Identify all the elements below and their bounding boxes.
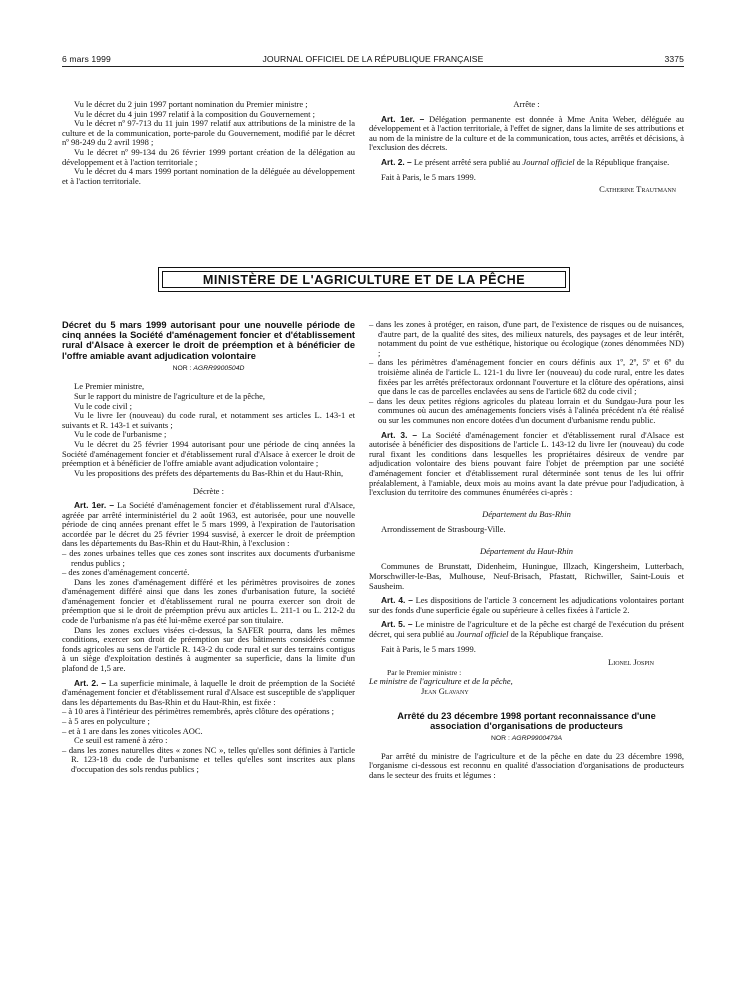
article-5 — [369, 620, 684, 639]
signature: Catherine Trautmann — [599, 184, 676, 195]
nor-label: NOR : — [490, 735, 510, 742]
article-1 — [369, 115, 684, 153]
list-item: – dans les zones naturelles dites « zones NC », telles qu'elles sont définies à l'article R. 123-18 du code de l'urbanisme et telles qu'elles sont inscrites aux plans d'occupation des sols rendus publics ; — [62, 746, 355, 775]
paragraph: Ce seuil est ramené à zéro : — [74, 735, 168, 746]
par-le-premier-ministre: Par le Premier ministre : — [387, 667, 462, 677]
list-item: – et à 1 are dans les zones viticoles AOC. — [62, 727, 355, 737]
article-text: La Société d'aménagement foncier et d'établissement rural d'Alsace, agréée par arrêté interministériel du 2 août 1963, est autorisée, pour une nouvelle période de cinq années prenant effet le 5 mars 1999, à l'expiration de l'autorisation accordée par le décret du 25 février 1994 susvisé, à exercer le droit de préemption dans les départements du Bas-Rhin et du Haut-Rhin, à l'exclusion : — [62, 499, 355, 549]
decree-title: Décret du 5 mars 1999 autorisant pour une nouvelle période de cinq années la Société d'aménagement foncier et d'établissement rural d'Alsace à exercer le droit de préemption et à bénéficier de l'offre amiable avant adjudication volontaire — [62, 320, 355, 361]
list-item: – des zones d'aménagement concerté. — [62, 568, 355, 578]
article-label: Art. 2. – — [74, 677, 107, 688]
article-label: Art. 3. – — [381, 429, 418, 440]
journal-officiel-ref: Journal officiel — [456, 629, 509, 640]
decree-right-column — [369, 320, 684, 780]
list-item: – dans les périmètres d'aménagement foncier en cours définis aux 1º, 2º, 5º et 6º du troisième alinéa de l'article L. 121-1 du livre Ier (nouveau) du code rural, entre les dates fixées par les arrêtés préfectoraux ordonnant l'ouverture et la clôture des opérations, ainsi que dans le cas de parcelles enclavées au sens de l'article 682 du code civil ; — [369, 358, 684, 396]
preamble-line: Vu les propositions des préfets des départements du Bas-Rhin et du Haut-Rhin, — [74, 467, 344, 478]
preamble-line: Vu le livre Ier (nouveau) du code rural, et notamment ses articles L. 143-1 et suivants et R. 143-1 et suivants ; — [62, 410, 355, 430]
article-label: Art. 4. – — [381, 595, 413, 606]
nor-code: AGRR9900504D — [193, 364, 245, 372]
article-label: Art. 2. – — [381, 156, 412, 167]
article-text: de la République française. — [510, 629, 604, 640]
signature: Lionel Jospin — [608, 657, 654, 668]
paragraph: Par arrêté du ministre de l'agriculture et de la pêche en date du 23 décembre 1998, l'organisme ci-dessous est reconnu en qualité d'association d'organisations de producteurs dans le secteur des fruits et légumes : — [369, 750, 684, 780]
preamble-line: Vu le code civil ; — [74, 400, 133, 411]
minister-name: Jean Glavany — [421, 686, 469, 696]
preamble-line: Sur le rapport du ministre de l'agriculture et de la pêche, — [74, 391, 266, 401]
article-label: Art. 1er. – — [381, 113, 425, 124]
paragraph: Dans les zones d'aménagement différé et les périmètres provisoires de zones d'aménagement différé ainsi que dans les zones d'urbanisation future, la société d'aménagement foncier et d'établissement rural ne pourra exercer son droit de préemption que si le droit de préemption prévu aux articles L. 211-1 ou L. 212-2 du code de l'urbanisme n'a pas été lui-même exercé par son titulaire. — [62, 576, 355, 626]
arrete-title: Arrêté du 23 décembre 1998 portant reconnaissance d'une association d'organisations de producteurs — [397, 710, 656, 731]
nor-reference — [62, 364, 355, 374]
nor-reference — [369, 734, 684, 744]
list-item: – dans les deux petites régions agricoles du plateau lorrain et du Sundgau-Jura pour les communes où aucun des aménagements fonciers visés à l'alinéa précédent n'a été réalisé ou sur les communes non encore dotées d'un document d'urbanisme rendu public. — [369, 397, 684, 426]
arrete-heading: Arrête : — [513, 99, 540, 109]
list-item: – dans les zones à protéger, en raison, d'une part, de l'existence de risques ou de nuisances, d'autre part, de la qualité des sites, des milieux naturels, des paysages et de leur intérêt, notamment du point de vue esthétique, historique ou écologique (zones dénommées ND) ; — [369, 320, 684, 358]
article-1 — [62, 501, 355, 549]
journal-officiel-ref: Journal officiel — [522, 156, 575, 167]
top-right-column — [369, 100, 684, 195]
article-text: Le présent arrêté sera publié au — [413, 156, 521, 167]
header-date: 6 mars 1999 — [62, 54, 111, 64]
preamble-line: Le Premier ministre, — [74, 381, 145, 392]
header-rule — [62, 66, 684, 67]
article-text: La Société d'aménagement foncier et d'établissement rural d'Alsace est autorisée à bénéficier des dispositions de l'article L. 143-12 du livre Ier (nouveau) du code rural fixant les conditions dans lesquelles les propriétaires désireux de vendre par adjudication volontaire des biens pouvant faire l'objet de préemption par une société d'aménagement foncier et d'établissement rural déterminée sont tenus de les lui offrir préalablement, à l'amiable, deux mois au moins avant la date prévue pour l'adjudication, à l'exclusion du territoire des communes énumérées ci-après : — [369, 429, 684, 498]
minister-title: Le ministre de l'agriculture et de la pêche, — [369, 676, 513, 687]
article-2 — [62, 679, 355, 708]
list-item: – à 10 ares à l'intérieur des périmètres remembrés, après clôture des opérations ; — [62, 707, 355, 717]
article-label: Art. 5. – — [381, 619, 413, 630]
article-text: Délégation permanente est donnée à Mme Anita Weber, déléguée au développement et à l'action territoriale, à l'effet de signer, dans la limite de ses attributions et au nom de la ministre de la culture et de la communication, tous actes, arrêtés et décisions, à l'exclusion des décrets. — [369, 113, 684, 153]
article-text: La superficie minimale, à laquelle le droit de préemption de la Société d'aménagement foncier et d'établissement rural d'Alsace est susceptible de s'appliquer dans les départements du Bas-Rhin et du Haut-Rhin, est fixée : — [62, 677, 355, 707]
paragraph: Arrondissement de Strasbourg-Ville. — [381, 524, 506, 535]
preamble-line: Vu le décret du 25 février 1994 autorisant pour une période de cinq années la Société d'aménagement foncier et d'établissement rural d'Alsace à exercer le droit de préemption et à bénéficier de l'offre amiable avant adjudication volontaire ; — [62, 438, 355, 469]
decrete-heading: Décrète : — [193, 486, 224, 497]
visa: Vu le décret du 4 juin 1997 relatif à la composition du Gouvernement ; — [74, 108, 315, 119]
list-item: – des zones urbaines telles que ces zones sont inscrites aux documents d'urbanisme rendus publics ; — [62, 549, 355, 568]
ministry-title-box: MINISTÈRE DE L'AGRICULTURE ET DE LA PÊCHE — [158, 267, 570, 292]
article-text: de la République française. — [576, 156, 670, 167]
visa: Vu le décret nº 99-134 du 26 février 1999 portant création de la délégation au développement et à l'action territoriale ; — [62, 146, 355, 167]
fait-a-paris: Fait à Paris, le 5 mars 1999. — [381, 171, 476, 182]
list-item: – à 5 ares en polyculture ; — [62, 717, 355, 727]
article-4 — [369, 596, 684, 615]
fait-a-paris: Fait à Paris, le 5 mars 1999. — [381, 643, 476, 654]
header-journal-title: JOURNAL OFFICIEL DE LA RÉPUBLIQUE FRANÇAISE — [262, 54, 484, 64]
article-text: Le ministre de l'agriculture et de la pêche est chargé de l'exécution du présent décret, qui sera publié au — [369, 619, 684, 640]
decree-left-column — [62, 320, 355, 775]
visa: Vu le décret du 2 juin 1997 portant nomination du Premier ministre ; — [74, 99, 308, 109]
paragraph: Dans les zones exclues visées ci-dessus, la SAFER pourra, dans les mêmes conditions, exercer son droit de préemption sur des bâtiments considérés comme fonds agricoles au sens de l'article R. 143-2 du code rural et sur des terrains contigus à un siège d'exploitation destinés à augmenter sa superficie, dans la limite d'un plafond de 1,5 are. — [62, 624, 355, 674]
article-2 — [369, 158, 684, 168]
department-heading: Département du Haut-Rhin — [479, 545, 573, 556]
nor-label: NOR : — [172, 364, 192, 372]
top-left-column — [62, 100, 355, 186]
department-heading: Département du Bas-Rhin — [482, 508, 571, 519]
visa: Vu le décret nº 97-713 du 11 juin 1997 relatif aux attributions de la ministre de la culture et de la communication, porte-parole du Gouvernement, modifié par le décret nº 98-249 du 2 avril 1998 ; — [62, 118, 355, 148]
article-label: Art. 1er. – — [74, 499, 115, 510]
article-3 — [369, 431, 684, 498]
paragraph: Communes de Brunstatt, Didenheim, Huningue, Illzach, Kingersheim, Lutterbach, Morschwiller-le-Bas, Mulhouse, Neuf-Brisach, Pfastatt, Richwiller, Saint-Louis et Sausheim. — [369, 561, 684, 591]
header-page-number: 3375 — [664, 54, 684, 64]
article-text: Les dispositions de l'article 3 concernent les adjudications volontaires portant sur des fonds d'une superficie égale ou supérieure à celles fixées à l'article 2. — [369, 595, 684, 615]
preamble-line: Vu le code de l'urbanisme ; — [74, 429, 167, 440]
nor-code: AGRP9900479A — [511, 735, 563, 742]
visa: Vu le décret du 4 mars 1999 portant nomination de la déléguée au développement et à l'action territoriale. — [62, 166, 355, 186]
